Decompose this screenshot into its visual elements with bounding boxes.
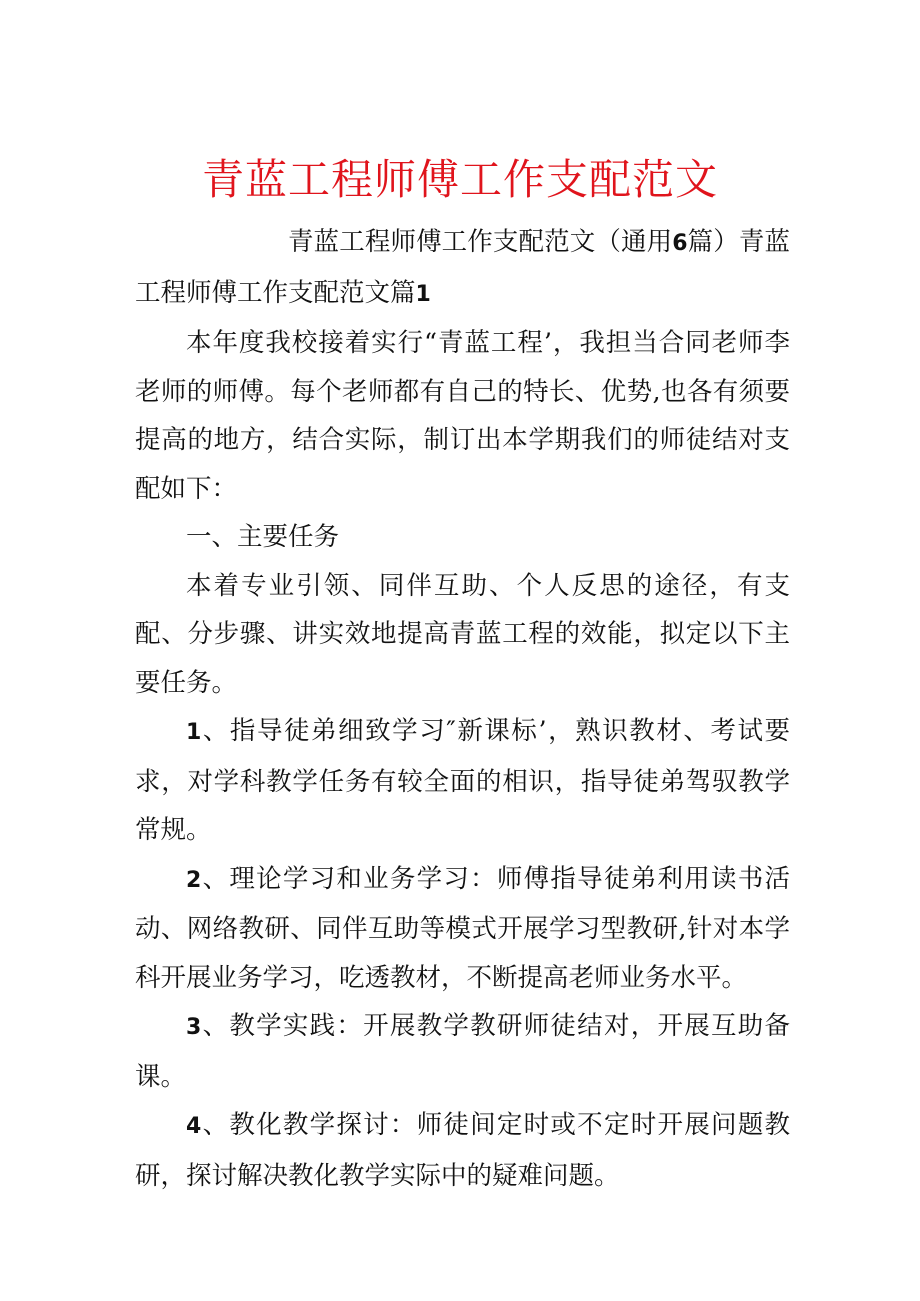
subtitle-index: 1 xyxy=(415,281,431,307)
subtitle-text-a: 青蓝工程师傅工作支配范文（通用 xyxy=(288,227,673,257)
section-heading: 一、主要任务 xyxy=(186,522,340,552)
section-paragraph: 本着专业引领、同伴互助、个人反思的途径，有支配、分步骤、讲实效地提高青蓝工程的效能，拟定以下主要任务。 xyxy=(135,570,790,698)
subtitle-paragraph xyxy=(135,218,790,319)
task-item-2 xyxy=(135,855,790,1003)
document-title: 青蓝工程师傅工作支配范文 xyxy=(201,155,718,204)
task-text: 、指导徒弟细致学习″新课标’，熟识教材、考试要求，对学科教学任务有较全面的相识，指导徒弟驾驭教学常规。 xyxy=(135,716,790,845)
task-item-3 xyxy=(135,1002,790,1101)
task-text: 、教学实践：开展教学教研师徒结对，开展互助备课。 xyxy=(135,1011,790,1092)
subtitle-count: 6 xyxy=(672,231,688,256)
subtitle-text-b: 篇）青蓝工程师傅工作支配范文篇 xyxy=(135,227,790,308)
task-text: 、理论学习和业务学习：师傅指导徒弟利用读书活动、网络教研、同伴互助等模式开展学习型教研,针对本学科开展业务学习，吃透教材，不断提高老师业务水平。 xyxy=(135,863,790,993)
intro-paragraph: 本年度我校接着实行“青蓝工程’，我担当合同老师李老师的师傅。每个老师都有自己的特长、优势,也各有须要提高的地方，结合实际，制订出本学期我们的师徒结对支配如下： xyxy=(135,328,790,504)
task-item-4 xyxy=(135,1101,790,1200)
document-body xyxy=(135,218,790,1200)
task-number: 3 xyxy=(186,1015,202,1040)
task-text: 、教化教学探讨：师徒间定时或不定时开展问题教研，探讨解决教化教学实际中的疑难问题。 xyxy=(135,1110,790,1191)
task-item-1 xyxy=(135,707,790,855)
task-number: 4 xyxy=(186,1114,202,1139)
task-number: 1 xyxy=(186,720,202,745)
task-number: 2 xyxy=(186,867,202,893)
